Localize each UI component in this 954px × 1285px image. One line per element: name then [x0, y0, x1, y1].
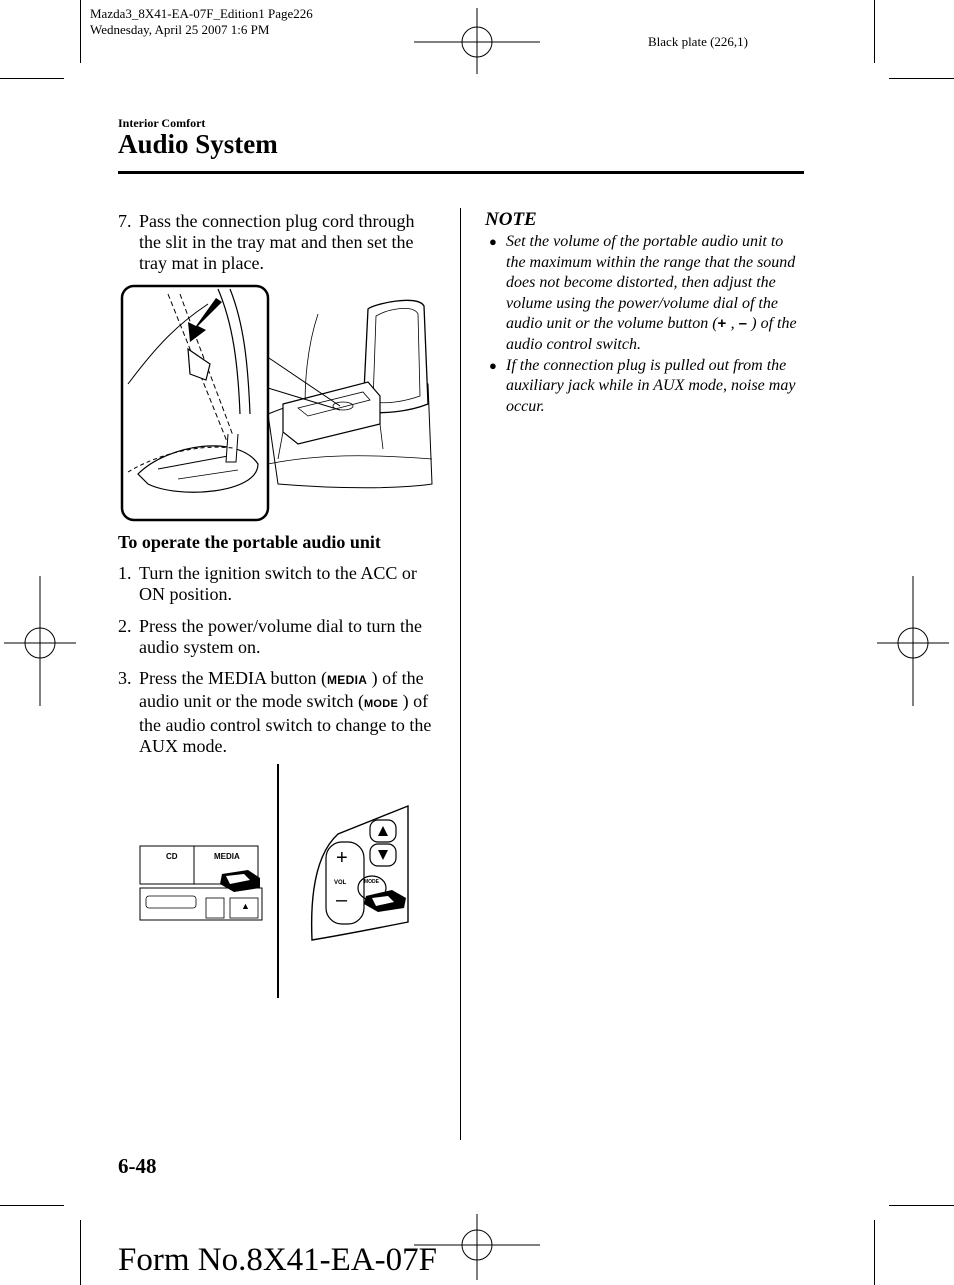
mode-switch-label: MODE — [364, 879, 379, 885]
column-divider — [460, 208, 461, 1140]
step-text: Turn the ignition switch to the ACC or ON position. — [139, 563, 417, 604]
note-title: NOTE — [485, 209, 537, 230]
step-text: Press the power/volume dial to turn the audio system on. — [139, 616, 422, 657]
step-3 — [118, 668, 438, 757]
volume-plus-icon: + — [717, 315, 727, 333]
media-button-label: MEDIA — [214, 852, 240, 861]
step-2 — [118, 616, 438, 658]
step-text — [118, 668, 438, 757]
print-header — [90, 6, 313, 38]
title-rule — [118, 171, 804, 174]
bullet-icon: ● — [489, 357, 497, 373]
step-text-part: Press the MEDIA button ( — [139, 668, 327, 688]
note-text: , — [726, 315, 739, 333]
step-text-part: ) of the audio control switch to change to the AUX mode. — [139, 691, 432, 756]
media-button-icon: MEDIA — [327, 673, 368, 687]
note-text: If the connection plug is pulled out from the auxiliary jack while in AUX mode, noise may occur. — [506, 356, 796, 415]
volume-plus-icon: + — [336, 847, 348, 869]
subheading: To operate the portable audio unit — [118, 532, 381, 552]
vol-label: VOL — [334, 880, 347, 886]
step-number: 3. — [118, 668, 132, 688]
page-number: 6-48 — [118, 1154, 157, 1178]
eject-icon: ▲ — [241, 901, 250, 911]
note-text: ) of the audio control switch. — [506, 315, 797, 353]
section-label: Interior Comfort — [118, 116, 206, 130]
registration-mark-left — [4, 576, 76, 706]
step-number: 2. — [118, 616, 132, 636]
note-item — [485, 232, 805, 356]
print-plate: Black plate (226,1) — [648, 34, 748, 49]
step-1 — [118, 563, 438, 605]
audio-unit-panel — [138, 844, 266, 924]
step-text-part: ) of the audio unit or the mode switch ( — [139, 668, 424, 711]
note-text: Set the volume of the portable audio unit to the maximum within the range that the sound does not become distorted, then adjust the volume using the power/volume dial of the audio unit or the volume button ( — [506, 233, 796, 333]
print-header-file: Mazda3_8X41-EA-07F_Edition1 Page226 — [90, 6, 313, 21]
step-number: 1. — [118, 563, 132, 583]
bullet-icon: ● — [489, 234, 497, 249]
mode-switch-icon: MODE — [363, 698, 399, 710]
note-list — [485, 232, 805, 417]
volume-minus-icon: – — [738, 315, 748, 333]
figure-divider — [277, 764, 279, 998]
note-item — [485, 356, 805, 418]
page-title: Audio System — [118, 129, 278, 159]
steering-audio-switch — [308, 804, 412, 944]
print-header-date: Wednesday, April 25 2007 1:6 PM — [90, 22, 270, 37]
step-text: Pass the connection plug cord through the slit in the tray mat and then set the tray mat in place. — [139, 211, 415, 273]
form-number: Form No.8X41-EA-07F — [118, 1242, 437, 1278]
step-7 — [118, 211, 438, 274]
cd-button-label: CD — [166, 852, 178, 861]
tray-mat-illustration — [118, 284, 436, 524]
controls-illustration — [138, 764, 428, 1000]
registration-mark-top — [410, 8, 544, 74]
registration-mark-right — [877, 576, 949, 706]
volume-minus-icon: – — [336, 889, 348, 911]
step-number: 7. — [118, 211, 132, 231]
